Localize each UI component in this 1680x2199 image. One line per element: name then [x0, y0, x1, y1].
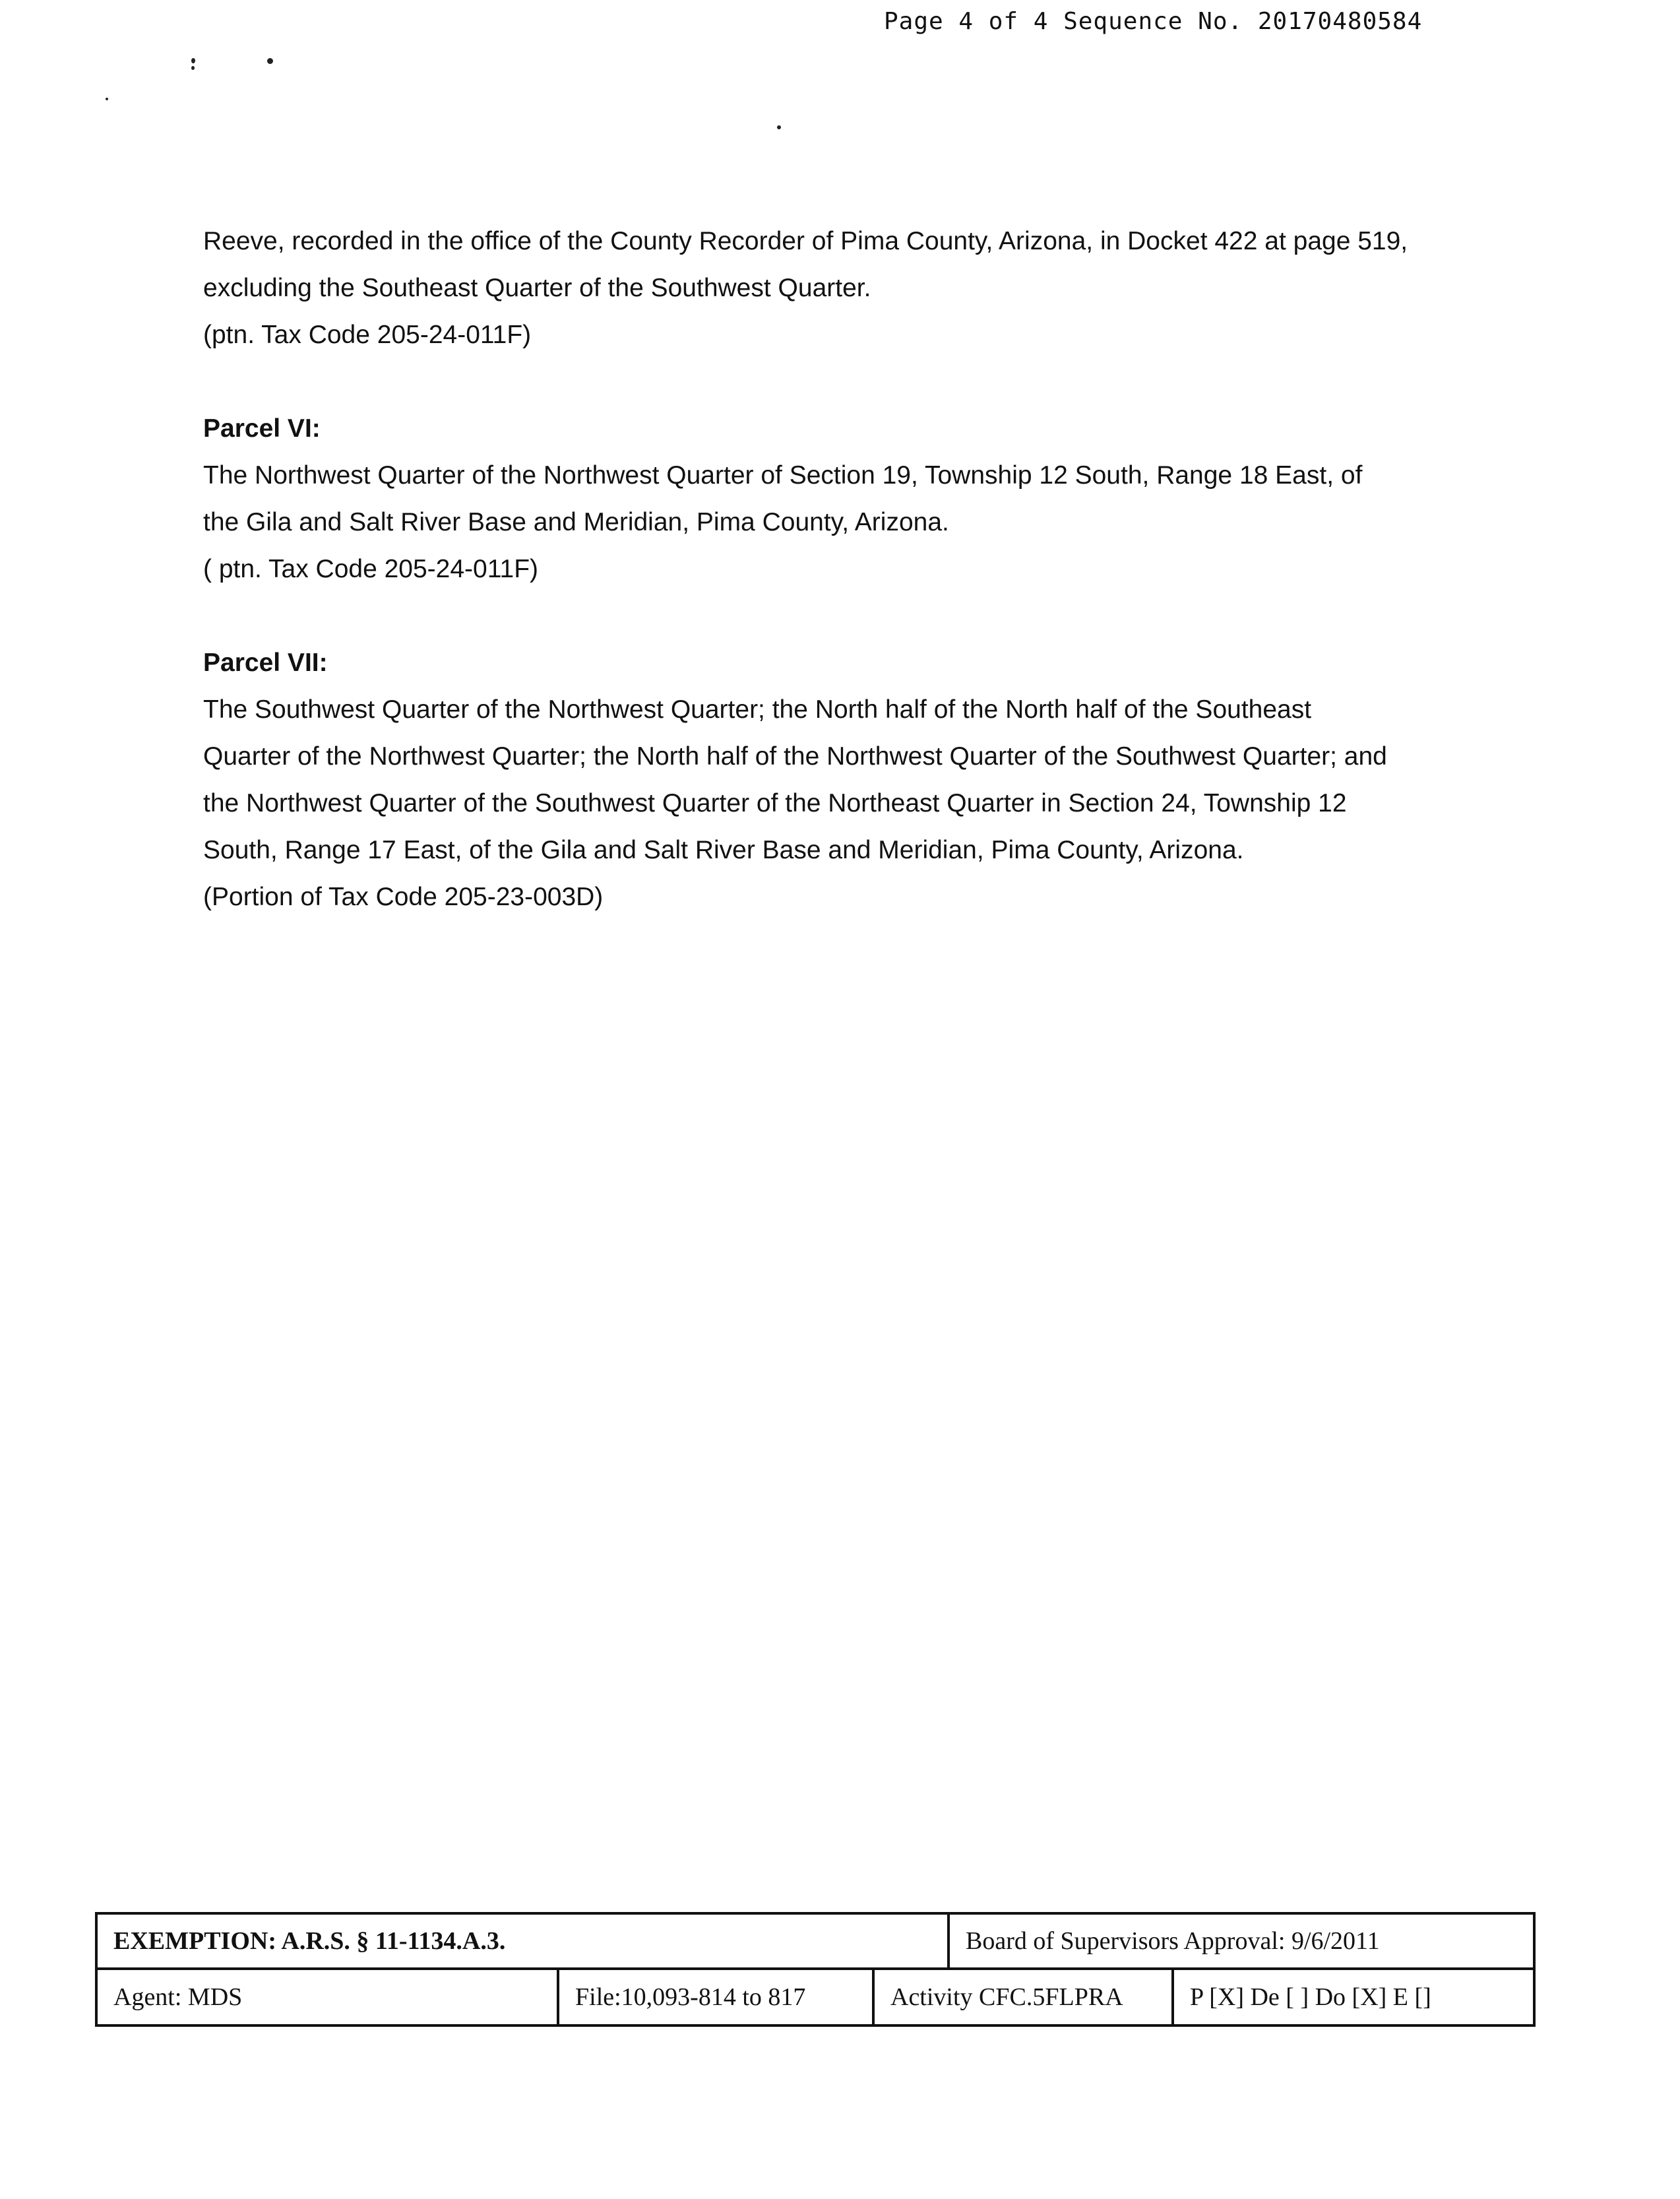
parcel-vii-line: Quarter of the Northwest Quarter; the North half of the Northwest Quarter of the Southwest Quarter; and: [203, 742, 1387, 771]
parcel-vii-heading: Parcel VII:: [203, 649, 328, 677]
legal-description: [203, 218, 1489, 920]
file-cell: File:10,093-814 to 817: [559, 1970, 875, 2024]
scan-speck: [191, 58, 195, 63]
scan-speck: [106, 98, 108, 100]
scan-speck: [267, 58, 273, 64]
agent-cell: Agent: MDS: [98, 1970, 559, 2024]
parcel-vii-line: (Portion of Tax Code 205-23-003D): [203, 883, 604, 911]
parcel-vii-line: South, Range 17 East, of the Gila and Salt River Base and Meridian, Pima County, Arizona.: [203, 836, 1244, 864]
intro-line: excluding the Southeast Quarter of the Southwest Quarter.: [203, 274, 871, 302]
intro-line: (ptn. Tax Code 205-24-011F): [203, 321, 532, 349]
intro-line: Reeve, recorded in the office of the County Recorder of Pima County, Arizona, in Docket 422 at page 519,: [203, 227, 1408, 255]
parcel-vi-line: ( ptn. Tax Code 205-24-011F): [203, 555, 539, 583]
parcel-vi-line: the Gila and Salt River Base and Meridian, Pima County, Arizona.: [203, 508, 949, 536]
parcel-vii-line: the Northwest Quarter of the Southwest Quarter of the Northeast Quarter in Section 24, Township 12: [203, 789, 1347, 817]
flags-cell: P [X] De [ ] Do [X] E []: [1190, 1983, 1431, 2011]
scan-speck: [777, 125, 781, 129]
parcel-vi-heading: Parcel VI:: [203, 414, 321, 443]
parcel-vii-line: The Southwest Quarter of the Northwest Quarter; the North half of the North half of the Southeast: [203, 695, 1312, 724]
parcel-vi-line: The Northwest Quarter of the Northwest Quarter of Section 19, Township 12 South, Range 18 East, of: [203, 461, 1363, 490]
table-row: [98, 1970, 1533, 2024]
page-sequence-header: Page 4 of 4 Sequence No. 20170480584: [884, 8, 1423, 35]
scan-speck: [191, 66, 195, 70]
exemption-table: [95, 1912, 1536, 2027]
exemption-cell: EXEMPTION: A.R.S. § 11-1134.A.3.: [98, 1915, 950, 1967]
table-row: [98, 1915, 1533, 1970]
approval-cell: Board of Supervisors Approval: 9/6/2011: [966, 1927, 1380, 1955]
activity-cell: Activity CFC.5FLPRA: [875, 1970, 1174, 2024]
